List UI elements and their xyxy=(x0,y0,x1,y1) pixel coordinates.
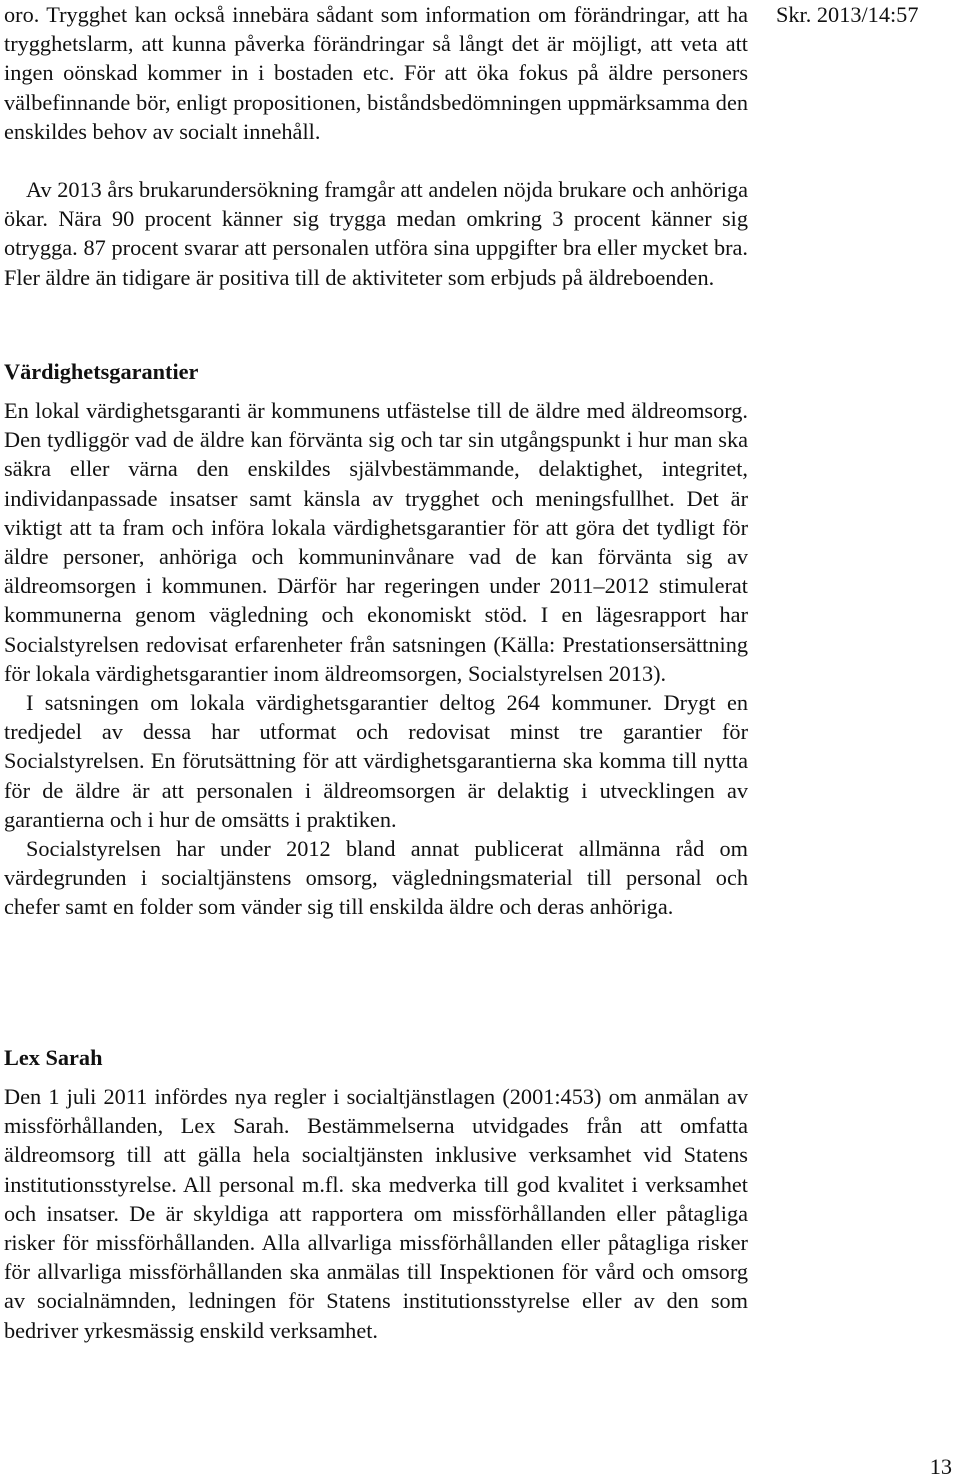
survey-section xyxy=(4,175,748,292)
intro-section xyxy=(4,0,748,146)
vardighet-paragraph-3: Socialstyrelsen har under 2012 bland annat publicerat allmänna råd om värdegrunden i socialtjänstens omsorg, vägledningsmaterial till personal och chefer samt en folder som vänder sig till enskilda äldre och deras anhöriga. xyxy=(4,836,748,920)
heading-vardighetsgarantier: Värdighetsgarantier xyxy=(4,359,199,384)
lex-sarah-section xyxy=(4,1082,748,1345)
page-number: 13 xyxy=(929,1454,952,1479)
intro-paragraph-1: oro. Trygghet kan också innebära sådant som information om förändringar, att ha trygghetslarm, att kunna påverka förändringar så långt det är möjligt, att veta att ingen oönskad kommer in i bostaden etc. För att öka fokus på äldre personers välbefinnande bör, enligt propositionen, biståndsbedömningen uppmärksamma den enskildes behov av socialt innehåll. xyxy=(4,2,748,144)
margin-reference: Skr. 2013/14:57 xyxy=(776,2,919,27)
vardighet-paragraph-1: En lokal värdighetsgaranti är kommunens utfästelse till de äldre med äldreomsorg. Den tydliggör vad de äldre kan förvänta sig och tar sin utgångspunkt i hur man ska säkra eller värna den enskildes självbestämmande, delaktighet, integritet, individanpassade insatser samt känsla av trygghet och meningsfullhet. Det är viktigt att ta fram och införa lokala värdighetsgarantier för att göra det tydligt för äldre personer, anhöriga och kommuninvånare vad de kan förvänta sig av äldreomsorgen i kommunen. Därför har regeringen under 2011–2012 stimulerat kommunerna genom vägledning och ekonomiskt stöd. I en lägesrapport har Socialstyrelsen redovisat erfarenheter från satsningen (Källa: Prestationsersättning för lokala värdighetsgarantier inom äldreomsorgen, Socialstyrelsen 2013). xyxy=(4,398,748,686)
heading-lex-sarah: Lex Sarah xyxy=(4,1045,103,1070)
vardighetsgarantier-section xyxy=(4,396,748,922)
intro-paragraph-2: Av 2013 års brukarundersökning framgår att andelen nöjda brukare och anhöriga ökar. Nära 90 procent känner sig trygga medan omkring 3 procent känner sig otrygga. 87 procent svarar att personalen utföra sina uppgifter bra eller mycket bra. Fler äldre än tidigare är positiva till de aktiviteter som erbjuds på äldreboenden. xyxy=(4,177,748,290)
vardighet-paragraph-2: I satsningen om lokala värdighetsgarantier deltog 264 kommuner. Drygt en tredjedel av dessa har utformat och redovisat minst tre garantier för Socialstyrelsen. En förutsättning för att värdighetsgarantierna ska komma till nytta för de äldre är att personalen i äldreomsorgen är delaktig i utvecklingen av garantierna och i hur de omsätts i praktiken. xyxy=(4,690,748,832)
lex-sarah-paragraph-1: Den 1 juli 2011 infördes nya regler i socialtjänstlagen (2001:453) om anmälan av missförhållanden, Lex Sarah. Bestämmelserna utvidgades från att omfatta äldreomsorg till att gälla hela socialtjänsten inklusive verksamhet vid Statens institutionsstyrelse. All personal m.fl. ska medverka till god kvalitet i verksamhet och insatser. De är skyldiga att rapportera om missförhållanden eller påtagliga risker för missförhållanden. Alla allvarliga missförhållanden eller påtagliga risker för allvarliga missförhållanden ska anmälas till Inspektionen för vård och omsorg av socialnämnden, ledningen för Statens institutionsstyrelse eller av den som bedriver yrkesmässig enskild verksamhet. xyxy=(4,1084,748,1343)
